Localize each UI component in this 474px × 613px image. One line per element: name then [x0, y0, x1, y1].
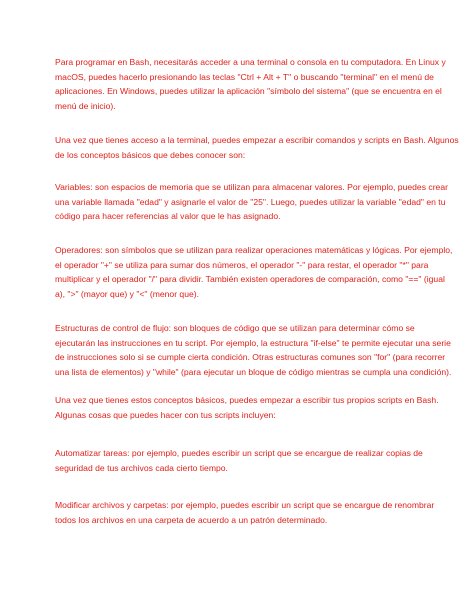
text-line: el operador "+" se utiliza para sumar dos números, el operador "-" para restar, el operador "*" para	[55, 259, 429, 270]
paragraph-operators	[55, 243, 453, 301]
paragraph-terminal-intro	[55, 133, 459, 162]
text-line: código para hacer referencias al valor que le has asignado.	[55, 211, 281, 222]
text-line: todos los archivos en una carpeta de acuerdo a un patrón determinado.	[55, 514, 328, 525]
text-line: menú de inicio).	[55, 100, 116, 111]
text-line: aplicaciones. En Windows, puedes utilizar la aplicación "símbolo del sistema" (que se encuentra en el	[55, 86, 442, 97]
paragraph-modify-files	[55, 498, 435, 527]
text-line: Variables: son espacios de memoria que se utilizan para almacenar valores. Por ejemplo, puedes crear	[55, 182, 448, 192]
text-line: Modificar archivos y carpetas: por ejemplo, puedes escribir un script que se encargue de renombrar	[55, 500, 435, 510]
text-line: Para programar en Bash, necesitarás acceder a una terminal o consola en tu computadora. En Linux y	[55, 57, 446, 67]
paragraph-control-flow	[55, 321, 452, 379]
text-line: multiplicar y el operador "/" para dividir. También existen operadores de comparación, como "==" (igual	[55, 274, 445, 285]
paragraph-scripts-intro	[55, 393, 439, 422]
text-line: de instrucciones solo si se cumple cierta condición. Otras estructuras comunes son "for" (para recorrer	[55, 352, 446, 363]
text-line: una lista de elementos) y "while" (para ejecutar un bloque de código mientras se cumpla una condición).	[55, 366, 452, 377]
paragraph-variables	[55, 180, 448, 224]
text-line: Algunas cosas que puedes hacer con tus scripts incluyen:	[55, 409, 276, 420]
paragraph-automate-tasks	[55, 446, 430, 475]
text-line: macOS, puedes hacerlo presionando las teclas "Ctrl + Alt + T" o buscando "terminal" en el menú de	[55, 71, 434, 82]
text-line: Estructuras de control de flujo: son bloques de código que se utilizan para determinar cómo se	[55, 323, 415, 333]
text-line: Automatizar tareas: por ejemplo, puedes escribir un script que se encargue de realizar copias de	[55, 448, 423, 458]
text-line: ejecutarán las instrucciones en tu script. Por ejemplo, la estructura "if-else" te permite ejecutar una serie	[55, 337, 451, 348]
text-line: a), ">" (mayor que) y "<" (menor que).	[55, 288, 200, 299]
text-line: seguridad de tus archivos cada cierto tiempo.	[55, 462, 228, 473]
text-line: Una vez que tienes acceso a la terminal, puedes empezar a escribir comandos y scripts en Bash. Algunos	[55, 135, 459, 145]
text-line: Operadores: son símbolos que se utilizan para realizar operaciones matemáticas y lógicas. Por ejemplo,	[55, 245, 453, 255]
text-line: Una vez que tienes estos conceptos básicos, puedes empezar a escribir tus propios scripts en Bash.	[55, 395, 439, 405]
text-line: de los conceptos básicos que debes conocer son:	[55, 149, 246, 160]
text-line: una variable llamada "edad" y asignarle el valor de "25". Luego, puedes utilizar la variable "edad" en tu	[55, 196, 446, 207]
paragraph-bash-access	[55, 55, 446, 113]
